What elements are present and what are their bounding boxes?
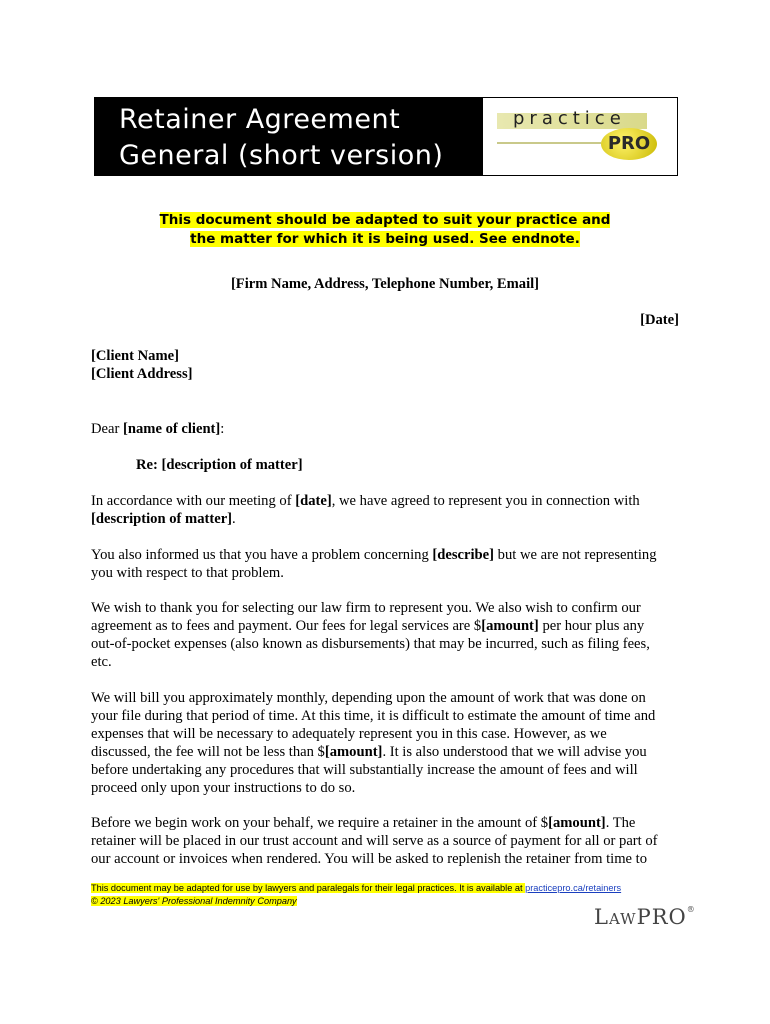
document-title: [95, 98, 483, 175]
salutation-name: [name of client]: [123, 421, 221, 437]
notice-line-1: This document should be adapted to suit your practice and: [159, 212, 611, 228]
p4-line-4c: . It is also understood that we will advise you: [382, 744, 647, 760]
p2-line-2: you with respect to that problem.: [91, 565, 284, 581]
p1-period: .: [232, 511, 236, 527]
practicepro-logo: [483, 98, 677, 175]
p4-line-6: proceed only upon your instructions to do so.: [91, 780, 356, 796]
firm-info: [Firm Name, Address, Telephone Number, Email]: [230, 276, 540, 292]
re-line: Re: [description of matter]: [136, 457, 303, 473]
p4-line-4a: discussed, the fee will not be less than $: [91, 744, 325, 760]
p3-line-2a: agreement as to fees and payment. Our fees for legal services are $: [91, 618, 482, 634]
p3-line-3: out-of-pocket expenses (also known as disbursements) that may be incurred, such as filing fees,: [91, 636, 650, 652]
copyright: © 2023 Lawyers' Professional Indemnity Company: [91, 896, 297, 906]
paragraph-5: [91, 814, 681, 868]
p5-line-1c: . The: [605, 815, 636, 831]
p2-describe: [describe]: [432, 547, 495, 563]
p1-text-c: , we have agreed to represent you in connection with: [331, 493, 640, 509]
p3-line-4: etc.: [91, 654, 112, 670]
paragraph-3: [91, 599, 681, 671]
paragraph-4: [91, 689, 681, 797]
title-line-2: General (short version): [119, 140, 444, 171]
retainers-link[interactable]: practicepro.ca/retainers: [525, 883, 622, 893]
p2-text-c: but we are not representing: [494, 547, 657, 563]
p3-amount: [amount]: [481, 618, 539, 634]
lawpro-l: L: [594, 905, 609, 929]
salutation-prefix: Dear: [91, 421, 124, 437]
logo-pro-badge: PRO: [601, 128, 657, 160]
lawpro-logo: [594, 905, 696, 929]
title-line-1: Retainer Agreement: [119, 104, 401, 135]
p1-matter: [description of matter]: [91, 511, 233, 527]
logo-line: [497, 142, 601, 144]
p5-amount: [amount]: [548, 815, 606, 831]
p1-text-a: In accordance with our meeting of: [91, 493, 296, 509]
p5-line-3: our account or invoices when rendered. You will be asked to replenish the retainer from time to: [91, 851, 648, 867]
paragraph-1: [91, 492, 681, 528]
client-address: [Client Address]: [91, 366, 193, 382]
salutation-suffix: :: [220, 421, 225, 437]
p4-line-3: expenses that will be necessary to adequately represent you in this case. However, as we: [91, 726, 607, 742]
notice-line-2: the matter for which it is being used. See endnote.: [190, 231, 580, 247]
footer-notice: [91, 882, 621, 908]
title-banner: [94, 97, 678, 176]
p4-amount: [amount]: [324, 744, 383, 760]
p4-line-5: before undertaking any procedures that will substantially increase the amount of fees and will: [91, 762, 638, 778]
p3-line-2c: per hour plus any: [538, 618, 645, 634]
lawpro-registered-mark: ®: [686, 905, 696, 914]
lawpro-pro: PRO: [636, 905, 687, 929]
adaptation-notice: [100, 211, 670, 249]
p3-line-1: We wish to thank you for selecting our law firm to represent you. We also wish to confirm our: [91, 600, 641, 616]
p5-line-2: retainer will be placed in our trust account and will serve as a source of payment for all or part of: [91, 833, 658, 849]
client-block: [91, 347, 193, 383]
footer-line-1: This document may be adapted for use by lawyers and paralegals for their legal practices. It is available at: [91, 883, 526, 893]
letter-date: [Date]: [640, 312, 679, 328]
p5-line-1a: Before we begin work on your behalf, we require a retainer in the amount of $: [91, 815, 549, 831]
paragraph-2: [91, 546, 681, 582]
lawpro-aw: AW: [608, 910, 637, 928]
client-name: [Client Name]: [91, 348, 179, 364]
p2-text-a: You also informed us that you have a problem concerning: [91, 547, 433, 563]
p1-date: [date]: [295, 493, 332, 509]
logo-practice-text: practice: [513, 108, 626, 129]
p4-line-1: We will bill you approximately monthly, depending upon the amount of work that was done on: [91, 690, 646, 706]
p4-line-2: your file during that period of time. At this time, it is difficult to estimate the amount of time and: [91, 708, 656, 724]
salutation: [91, 421, 224, 438]
